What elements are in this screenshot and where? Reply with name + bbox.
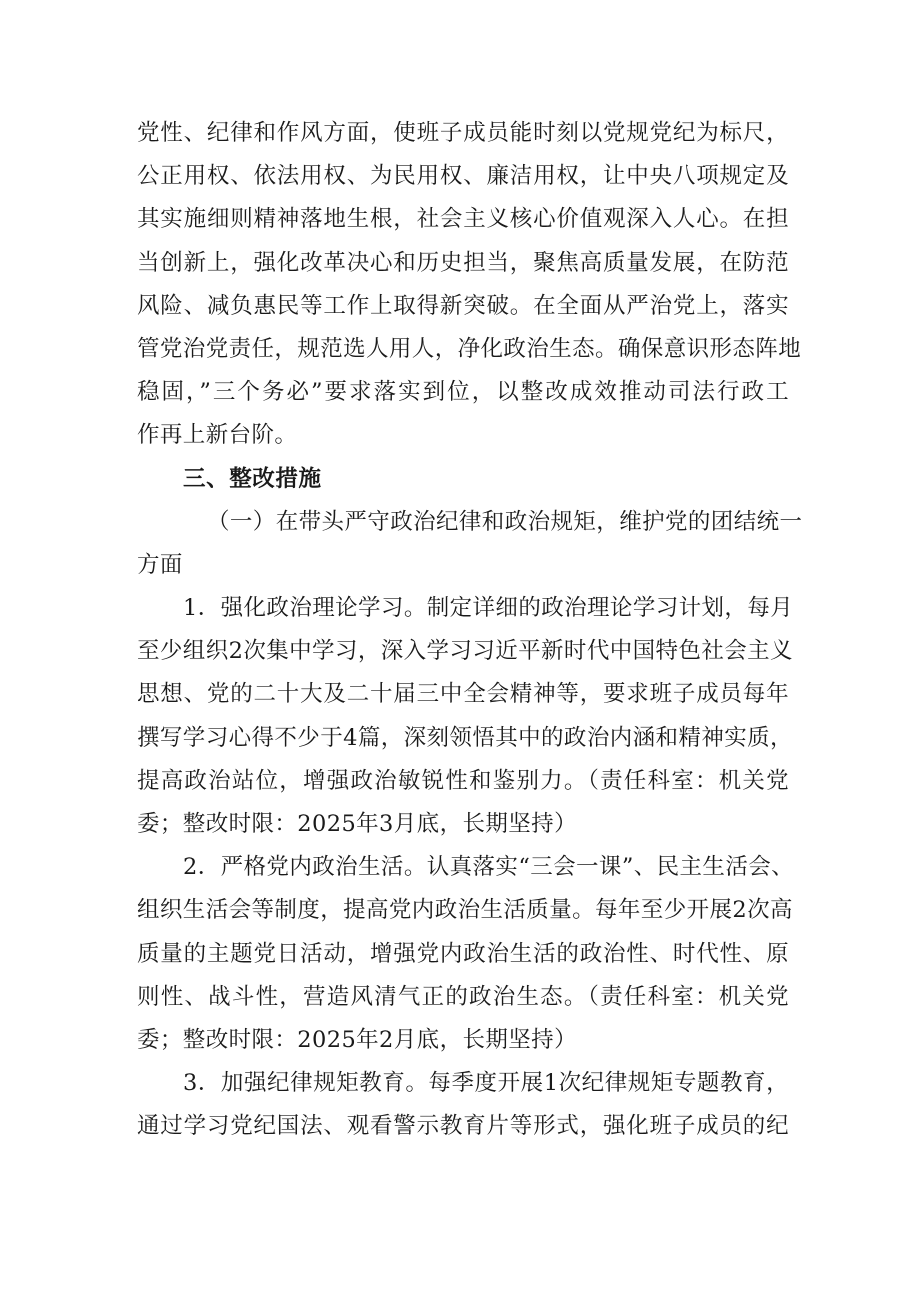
paragraph-line: 风险、减负惠民等工作上取得新突破。在全面从严治党上，落实: [137, 292, 789, 319]
item-line: 1．强化政治理论学习。制定详细的政治理论学习计划，每月: [183, 595, 794, 622]
paragraph-line: 管党治党责任，规范选人用人，净化政治生态。确保意识形态阵地: [137, 335, 802, 362]
section-heading: 三、整改措施: [183, 465, 322, 492]
paragraph-line: 党性、纪律和作风方面，使班子成员能时刻以党规党纪为标尺，: [137, 120, 789, 146]
subsection-heading-line: 方面: [137, 551, 183, 578]
item-line: 质量的主题党日活动，增强党内政治生活的政治性、时代性、原: [137, 940, 789, 967]
subsection-heading-line: （一）在带头严守政治纪律和政治规矩，维护党的团结统一: [207, 508, 803, 535]
item-line: 则性、战斗性，营造风清气正的政治生态。（责任科室：机关党: [137, 983, 789, 1010]
paragraph-line: 当创新上，强化改革决心和历史担当，聚焦高质量发展，在防范: [137, 249, 789, 276]
paragraph-line: 其实施细则精神落地生根，社会主义核心价值观深入人心。在担: [137, 206, 789, 233]
item-line: 委；整改时限：2025年3月底，长期坚持）: [137, 811, 577, 837]
item-line: 委；整改时限：2025年2月底，长期坚持）: [137, 1026, 577, 1053]
item-line: 2．严格党内政治生活。认真落实“三会一课”、民主生活会、: [183, 854, 795, 881]
item-line: 思想、党的二十大及二十届三中全会精神等，要求班子成员每年: [137, 681, 789, 708]
item-line: 提高政治站位，增强政治敏锐性和鉴别力。（责任科室：机关党: [137, 767, 789, 794]
item-line: 撰写学习心得不少于4篇，深刻领悟其中的政治内涵和精神实质，: [137, 724, 793, 751]
item-line: 3．加强纪律规矩教育。每季度开展1次纪律规矩专题教育，: [183, 1070, 789, 1097]
item-line: 组织生活会等制度，提高党内政治生活质量。每年至少开展2次高: [137, 897, 793, 924]
paragraph-line: 作再上新台阶。: [137, 422, 298, 449]
item-line: 至少组织2次集中学习，深入学习习近平新时代中国特色社会主义: [137, 638, 793, 665]
paragraph-line: 稳固，”三个务必”要求落实到位，以整改成效推动司法行政工: [137, 379, 789, 406]
item-line: 通过学习党纪国法、观看警示教育片等形式，强化班子成员的纪: [137, 1113, 789, 1140]
document-body: [137, 112, 803, 1149]
paragraph-line: 公正用权、依法用权、为民用权、廉洁用权，让中央八项规定及: [137, 163, 789, 190]
